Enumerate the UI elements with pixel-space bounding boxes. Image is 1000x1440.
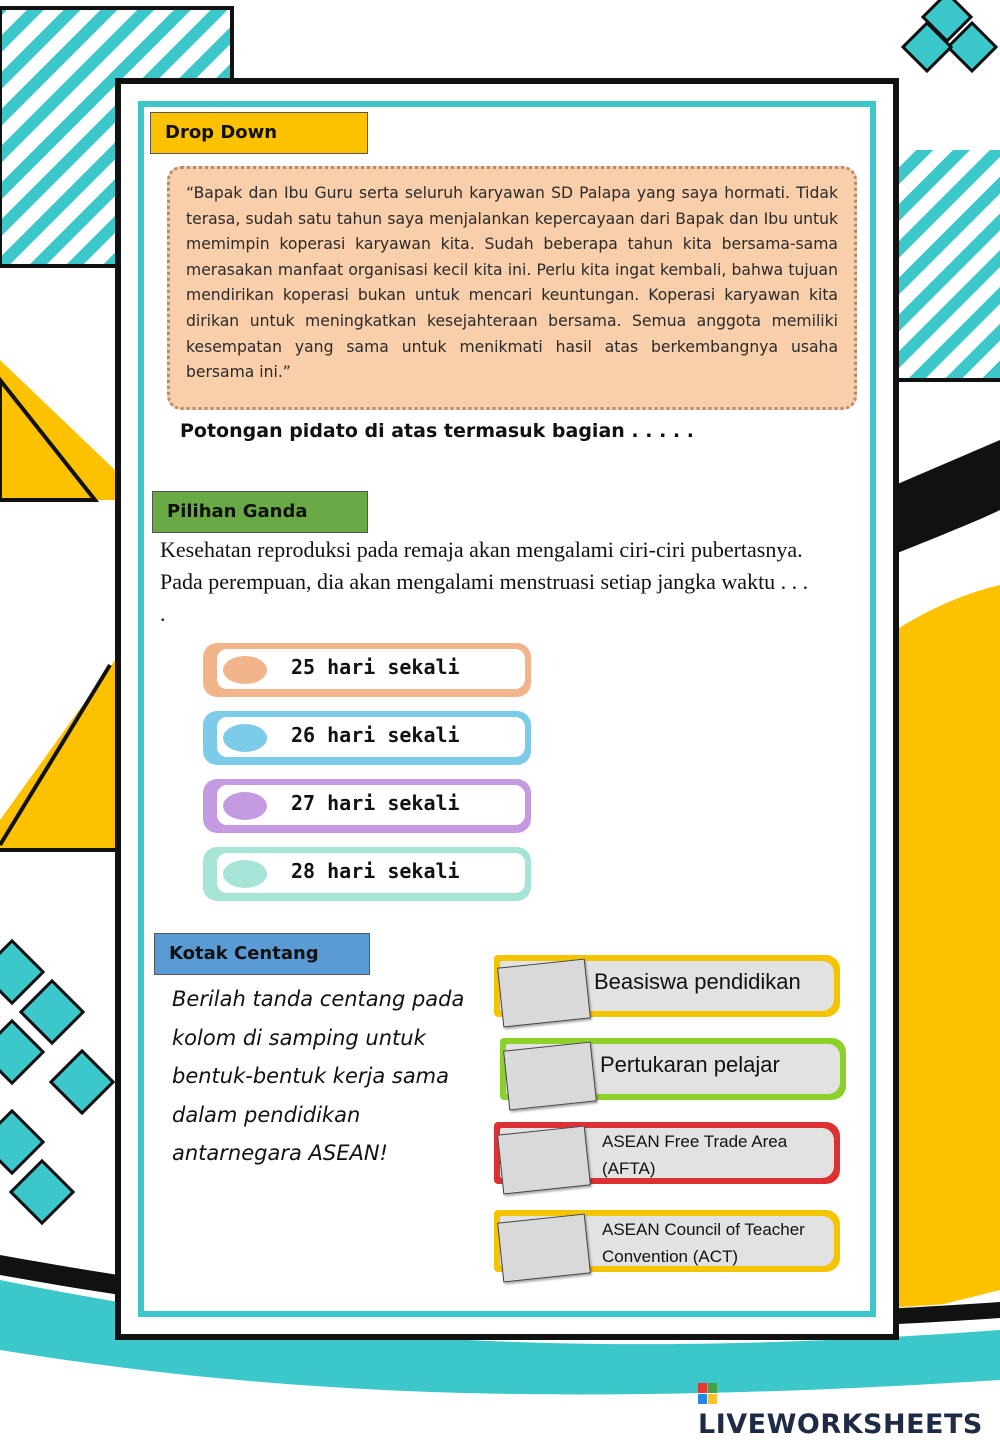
option-radio-icon [223,724,267,752]
option-label: 28 hari sekali [291,859,460,883]
option-label: 25 hari sekali [291,655,460,679]
answer-option-b[interactable] [203,711,531,765]
option-label: 26 hari sekali [291,723,460,747]
answer-option-a[interactable] [203,643,531,697]
checkbox-item-beasiswa[interactable] [494,955,840,1017]
dropdown-question: Potongan pidato di atas termasuk bagian . . . . . [180,420,694,442]
checkbox-item-pertukaran[interactable] [500,1038,846,1100]
multiple-choice-section-label: Pilihan Ganda [152,491,368,533]
speech-passage: “Bapak dan Ibu Guru serta seluruh karyawan SD Palapa yang saya hormati. Tidak terasa, sudah satu tahun saya menjalankan kepercayaan dari Bapak dan Ibu untuk memimpin koperasi karyawan kita. Sudah beberapa tahun kita bersama-sama merasakan manfaat organisasi kecil kita ini. Perlu kita ingat kembali, bahwa tujuan mendirikan koperasi bukan untuk mencari keuntungan. Koperasi karyawan kita dirikan untuk meningkatkan kesejahteraan bersama. Semua anggota memiliki kesempatan yang sama untuk menikmati hasil atas berkembangnya usaha bersama ini.” [167,166,857,410]
label-line-1: ASEAN Council of Teacher [602,1220,805,1239]
checkbox-section-label: Kotak Centang [154,933,370,975]
answer-option-d[interactable] [203,847,531,901]
checkbox[interactable] [497,1126,591,1195]
option-radio-icon [223,656,267,684]
checkbox[interactable] [497,1214,591,1283]
label-line-1: ASEAN Free Trade Area [602,1132,788,1151]
option-radio-icon [223,860,267,888]
checkbox[interactable] [497,959,591,1028]
label-line-2: (AFTA) [602,1159,656,1178]
brand-name: LIVEWORKSHEETS [698,1409,983,1440]
checkbox-item-label: Pertukaran pelajar [600,1052,780,1077]
answer-option-c[interactable] [203,779,531,833]
checkbox[interactable] [503,1042,597,1111]
label-line-2: Convention (ACT) [602,1247,739,1266]
checkbox-item-label [602,1128,787,1182]
multiple-choice-question: Kesehatan reproduksi pada remaja akan mengalami ciri-ciri pubertasnya. Pada perempuan, dia akan mengalami menstruasi setiap jangka waktu . . . . [160,537,809,626]
checkbox-instruction: Berilah tanda centang pada kolom di samping untuk bentuk-bentuk kerja sama dalam pendidikan antarnegara ASEAN! [172,987,465,1165]
liveworksheets-logo [698,1378,1000,1440]
option-radio-icon [223,792,267,820]
live-badge-icon [698,1383,718,1405]
checkbox-item-afta[interactable] [494,1122,840,1184]
dropdown-section-label: Drop Down [150,112,368,154]
checkbox-item-act[interactable] [494,1210,840,1272]
checkbox-item-label: Beasiswa pendidikan [594,969,801,994]
option-label: 27 hari sekali [291,791,460,815]
checkbox-item-label [602,1216,805,1270]
